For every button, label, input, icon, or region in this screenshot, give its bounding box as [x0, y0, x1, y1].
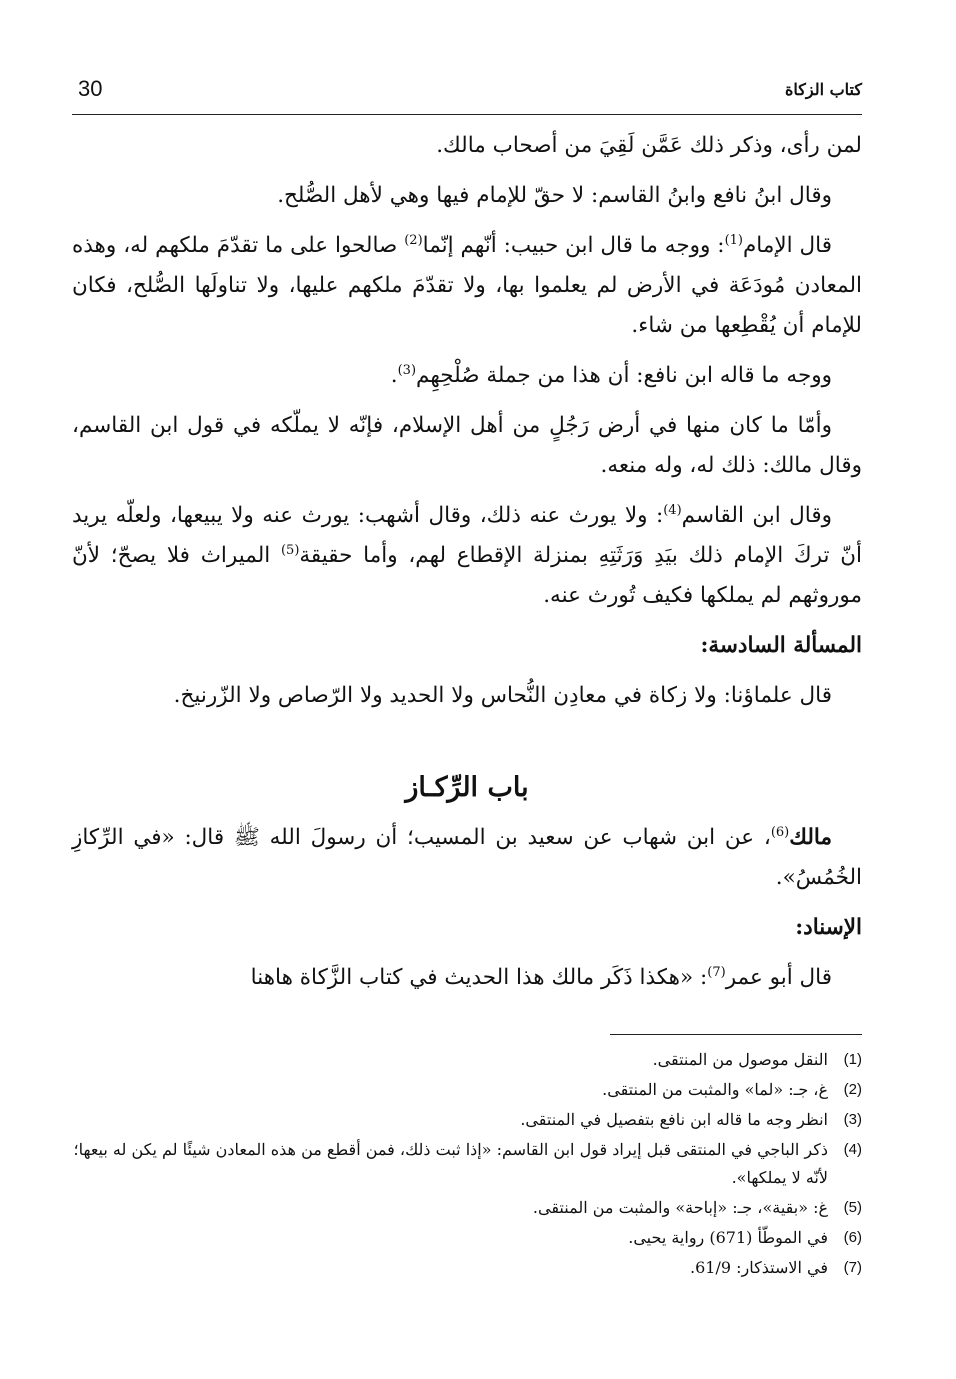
footnotes — [72, 1046, 862, 1284]
paragraph: قال علماؤنا: ولا زكاة في معادِن النُّحاس ولا الحديد ولا الرّصاص ولا الزّرنيخ. — [173, 683, 832, 708]
paragraph: ووجه ما قاله ابن نافع: أن هذا من جملة صُلْحِهِم$^{(3)}$. — [390, 362, 832, 388]
footnote-ref[interactable]: (3) — [397, 362, 417, 378]
footnote: (1) النقل موصول من المنتقى. — [652, 1050, 862, 1069]
paragraph: مالك$^{(6)}$، عن ابن شهاب عن سعيد بن المسيب؛ أن رسولَ الله ﷺ قال: «في الرِّكازِ الخُمُسُ». — [72, 824, 862, 890]
chapter-title: باب الرِّكـاز — [405, 772, 529, 803]
footnote-ref[interactable]: (4) — [663, 502, 682, 518]
footnote: (6) في الموطّأ (671) رواية يحيى. — [628, 1228, 862, 1247]
footnote: (3) انظر وجه ما قاله ابن نافع بتفصيل في المنتقى. — [520, 1110, 862, 1129]
footnote-divider — [610, 1034, 862, 1035]
footnote: (7) في الاستذكار: 61/9. — [690, 1258, 862, 1277]
footnote: (2) غ، جـ: «لما» والمثبت من المنتقى. — [602, 1080, 862, 1099]
section-heading: المسألة السادسة: — [700, 633, 862, 658]
running-header — [72, 74, 862, 115]
footnote-ref[interactable]: (2) — [404, 232, 423, 248]
paragraph: قال الإمام$^{(1)}$: ووجه ما قال ابن حبيب: أنّهم إنّما$^{(2)}$ صالحوا على ما تقدّمَ ملكهم له، وهذه المعادن مُودَعَة في الأرض لم يعلموا بها، ولا تقدّمَ ملكهم عليها، ولا تناولَها الصُّلح، فكان للإمام أن يُقْطِعها من شاء. — [72, 232, 862, 338]
footnote: (5) غ: «بقية»، جـ: «إباحة» والمثبت من المنتقى. — [532, 1198, 862, 1217]
page-number: 30 — [78, 76, 103, 101]
paragraph: وقال ابن القاسم$^{(4)}$: ولا يورث عنه ذلك، وقال أشهب: يورث عنه ولا يبيعها، ولعلّه يريد أنّ تركَ الإمام ذلك بيَدِ وَرَثَتِهِ بمنزلة الإقطاع لهم، وأما حقيقة$^{(5)}$ الميراث فلا يصحّ؛ لأنّ موروثهم لم يملكها فكيف تُورث عنه. — [72, 502, 862, 608]
paragraph: وأمّا ما كان منها في أرض رَجُلٍ من أهل الإسلام، فإنّه لا يملّكه في قول ابن القاسم، وقال مالك: ذلك له، وله منعه. — [72, 413, 862, 478]
book-title: كتاب الزكاة — [785, 80, 862, 99]
paragraph: قال أبو عمر$^{(7)}$: «هكذا ذَكَر مالك هذا الحديث في كتاب الزَّكاة هاهنا — [250, 964, 832, 990]
footnote-ref[interactable]: (5) — [280, 542, 300, 558]
footnote-ref[interactable]: (7) — [707, 964, 726, 980]
footnote-ref[interactable]: (1) — [724, 232, 743, 248]
main-text — [72, 126, 862, 1008]
section-heading: الإسناد: — [795, 915, 862, 940]
paragraph: لمن رأى، وذكر ذلك عَمَّن لَقِيَ من أصحاب مالك. — [436, 133, 862, 158]
footnote: (4) ذكر الباجي في المنتقى قبل إيراد قول ابن القاسم: «إذا ثبت ذلك، فمن أقطع من هذه المعادن شيئًا لم يكن له بيعها؛ لأنّه لا يملكها». — [73, 1140, 862, 1187]
footnote-ref[interactable]: (6) — [770, 824, 790, 840]
paragraph: وقال ابنُ نافع وابنُ القاسم: لا حقّ للإمام فيها وهي لأهل الصُّلح. — [277, 183, 832, 208]
